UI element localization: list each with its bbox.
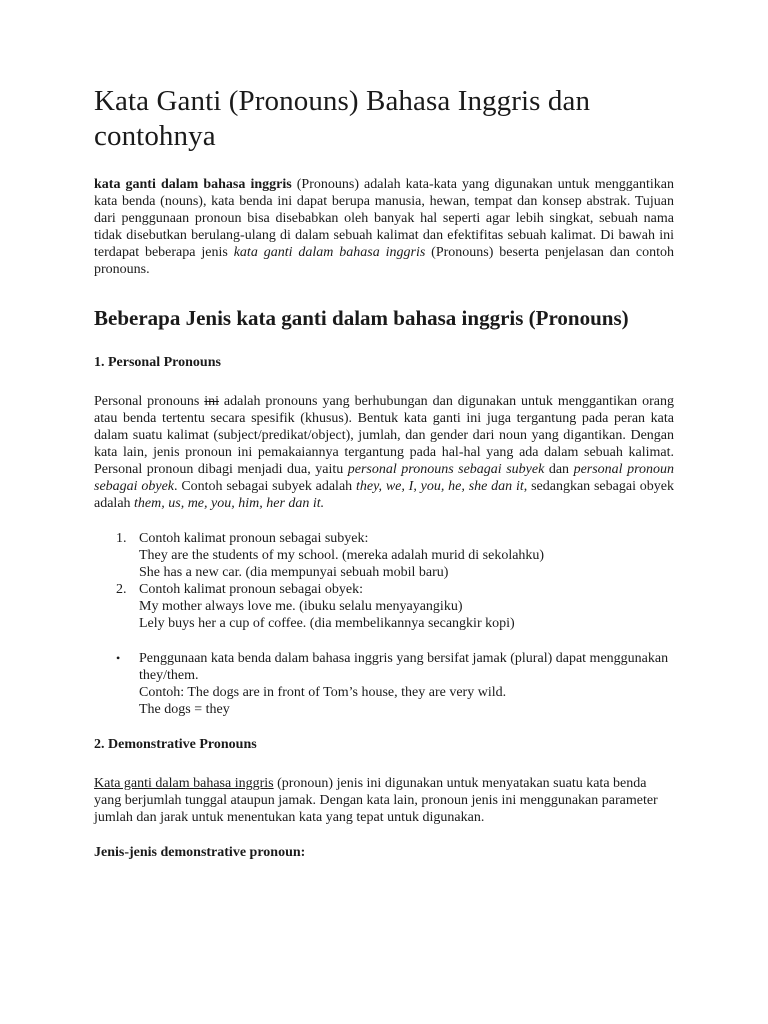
intro-text-1: (Pronouns) adalah kata-kata yang digunakan untuk menggantikan kata benda (nouns), kata benda ini dapat berupa manusia, hewan, tempat dan konsep abstrak. Tujuan dari penggunaan pronoun bisa disebabkan oleh banyak hal seperti agar lebih singkat, sebuah nama tidak disebutkan berulang-ulang di dalam sebuah kalimat dan efektifitas sebuah kalimat. Di bawah ini terdapat beberapa jenis — [94, 177, 675, 260]
personal-text-c: dan — [544, 462, 574, 477]
list-number: 2. — [116, 582, 127, 597]
list-item — [94, 581, 674, 632]
personal-text-a: Personal pronouns — [94, 394, 205, 409]
list-line: Contoh: The dogs are in front of Tom’s house, they are very wild. — [139, 685, 507, 700]
list-line: Contoh kalimat pronoun sebagai obyek: — [139, 582, 363, 597]
personal-text-d: . Contoh sebagai subyek adalah — [174, 479, 356, 494]
bullet-list — [94, 650, 674, 718]
intro-paragraph — [94, 176, 674, 278]
list-item — [94, 650, 674, 718]
list-line: They are the students of my school. (mereka adalah murid di sekolahku) — [139, 548, 545, 563]
intro-bold-term: kata ganti dalam bahasa inggris — [94, 177, 292, 192]
personal-paragraph — [94, 393, 674, 512]
intro-text-2: (Pronouns) beserta penjelasan dan contoh pronouns. — [94, 245, 675, 277]
list-line: My mother always love me. (ibuku selalu menyayangiku) — [139, 599, 463, 614]
list-line: Contoh kalimat pronoun sebagai subyek: — [139, 531, 369, 546]
intro-italic-term: kata ganti dalam bahasa inggris — [233, 245, 426, 260]
list-line: Penggunaan kata benda dalam bahasa inggris yang bersifat jamak (plural) dapat menggunakan they/them. — [139, 651, 669, 683]
demonstrative-text: (pronoun) jenis ini digunakan untuk menyatakan suatu kata benda yang berjumlah tunggal ataupun jamak. Dengan kata lain, pronoun jenis ini menggunakan parameter jumlah dan jarak untuk menentukan kata yang tepat untuk digunakan. — [94, 776, 658, 825]
list-line: The dogs = they — [139, 702, 230, 717]
demonstrative-subheading: Jenis-jenis demonstrative pronoun: — [94, 845, 306, 860]
personal-text-b: adalah pronouns yang berhubungan dan digunakan untuk menggantikan orang atau benda tertentu secara spesifik (khusus). Bentuk kata ganti ini juga tergantung pada peran kata dalam suatu kalimat (subject/predikat/object), jumlah, dan gender dari noun yang digantikan. Dengan kata lain, jenis pronoun ini pemakaiannya tergantung pada hal-hal yang ada dalam sebuah kalimat. Personal pronoun dibagi menjadi dua, yaitu — [94, 394, 674, 477]
personal-italic-1: personal pronouns sebagai subyek — [347, 462, 545, 477]
bullet-glyph: • — [116, 651, 121, 665]
list-line: Lely buys her a cup of coffee. (dia membelikannya secangkir kopi) — [139, 616, 515, 631]
demonstrative-link[interactable]: Kata ganti dalam bahasa inggris — [94, 776, 274, 791]
list-line: She has a new car. (dia mempunyai sebuah mobil baru) — [139, 565, 449, 580]
section-heading: Beberapa Jenis kata ganti dalam bahasa inggris (Pronouns) — [94, 306, 629, 330]
personal-heading: 1. Personal Pronouns — [94, 355, 221, 370]
demonstrative-paragraph — [94, 775, 674, 826]
example-list — [94, 530, 674, 632]
list-number: 1. — [116, 531, 127, 546]
personal-text-e: , sedangkan sebagai obyek adalah — [94, 479, 674, 511]
page-title: Kata Ganti (Pronouns) Bahasa Inggris dan contohnya — [94, 85, 591, 152]
personal-strike-word: ini — [204, 394, 219, 409]
list-item — [94, 530, 674, 581]
personal-italic-3: they, we, I, you, he, she dan it — [355, 479, 524, 494]
demonstrative-heading: 2. Demonstrative Pronouns — [94, 737, 257, 752]
personal-italic-2: personal pronoun sebagai obyek — [94, 462, 675, 494]
personal-italic-4: them, us, me, you, him, her dan it. — [134, 496, 325, 511]
